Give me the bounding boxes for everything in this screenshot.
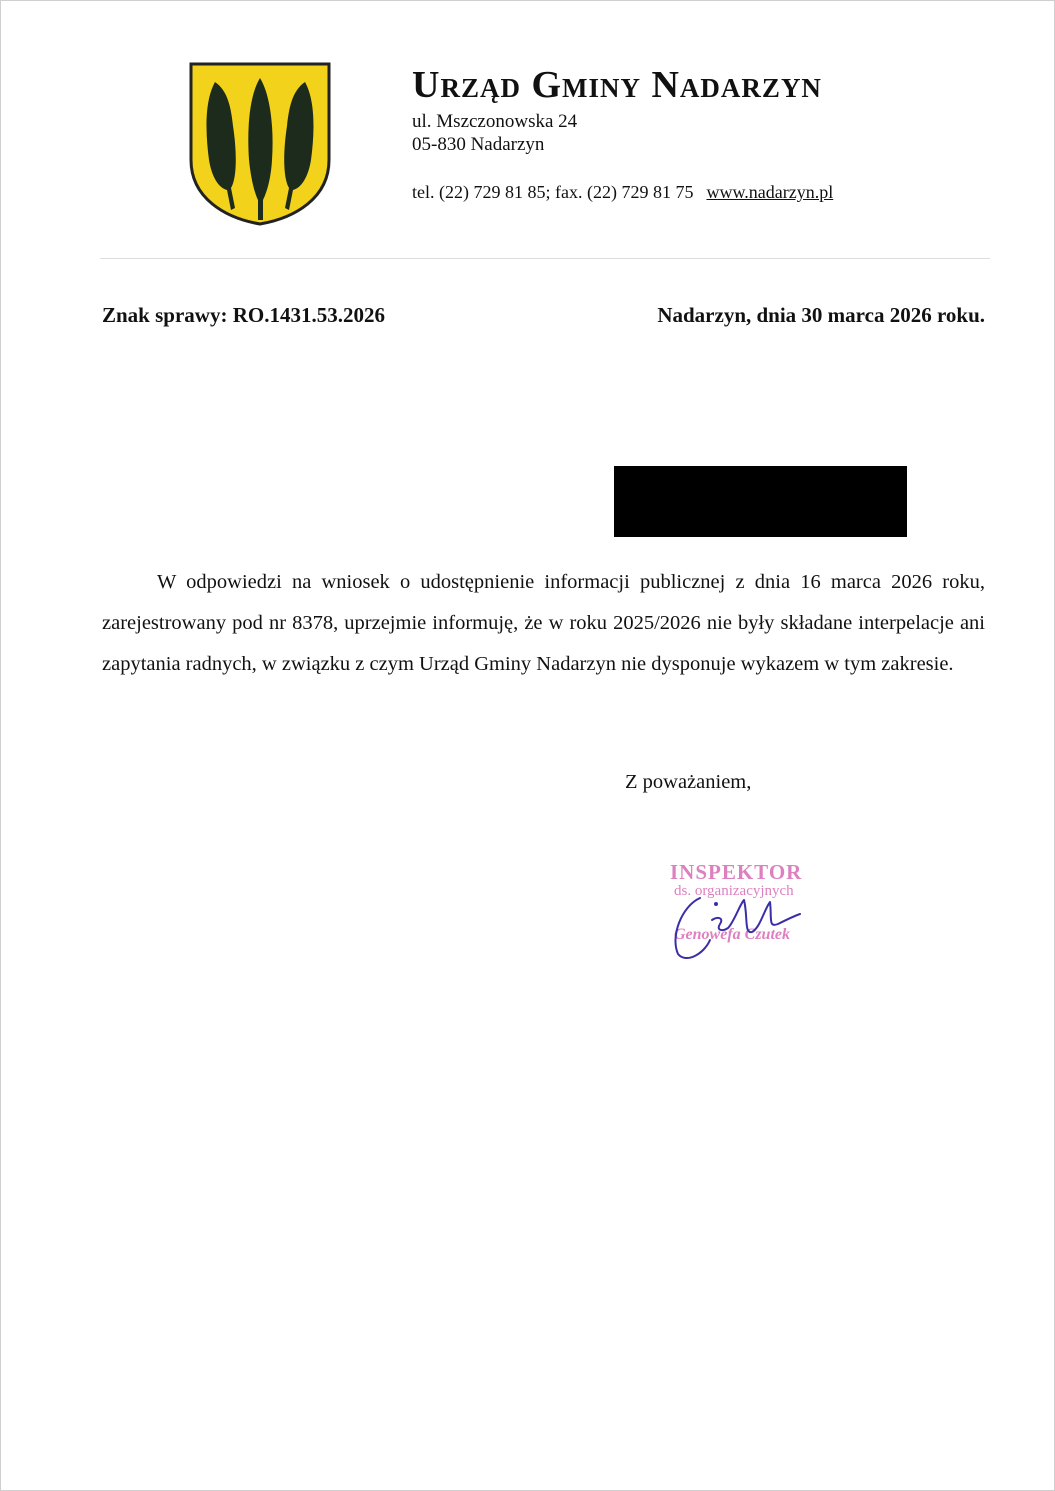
contact-line (412, 182, 833, 203)
stamp-title: INSPEKTOR (670, 860, 803, 884)
organization-name: Urząd Gminy Nadarzyn (412, 64, 822, 106)
case-reference: Znak sprawy: RO.1431.53.2026 (102, 303, 385, 327)
website-link[interactable]: www.nadarzyn.pl (706, 182, 834, 202)
stamp-person-name: Genowefa Czutek (674, 926, 790, 943)
stamp-subtitle: ds. organizacyjnych (674, 883, 794, 899)
address-street: ul. Mszczonowska 24 (412, 111, 578, 132)
coat-of-arms-logo (187, 60, 333, 226)
phone-fax: tel. (22) 729 81 85; fax. (22) 729 81 75 (412, 182, 694, 202)
address-city: 05-830 Nadarzyn (412, 134, 545, 155)
official-stamp (660, 858, 850, 968)
place-and-date: Nadarzyn, dnia 30 marca 2026 roku. (657, 303, 985, 327)
handwritten-signature (660, 858, 850, 968)
redacted-recipient-block (614, 466, 907, 537)
body-paragraph: W odpowiedzi na wniosek o udostępnienie informacji publicznej z dnia 16 marca 2026 roku, zarejestrowany pod nr 8378, uprzejmie informuję, że w roku 2025/2026 nie były składane interpelacje ani zapytania radnych, w związku z czym Urząd Gminy Nadarzyn nie dysponuje wykazem w tym zakresie. (102, 571, 985, 675)
header-divider (100, 258, 990, 259)
closing-salutation: Z poważaniem, (625, 771, 752, 793)
